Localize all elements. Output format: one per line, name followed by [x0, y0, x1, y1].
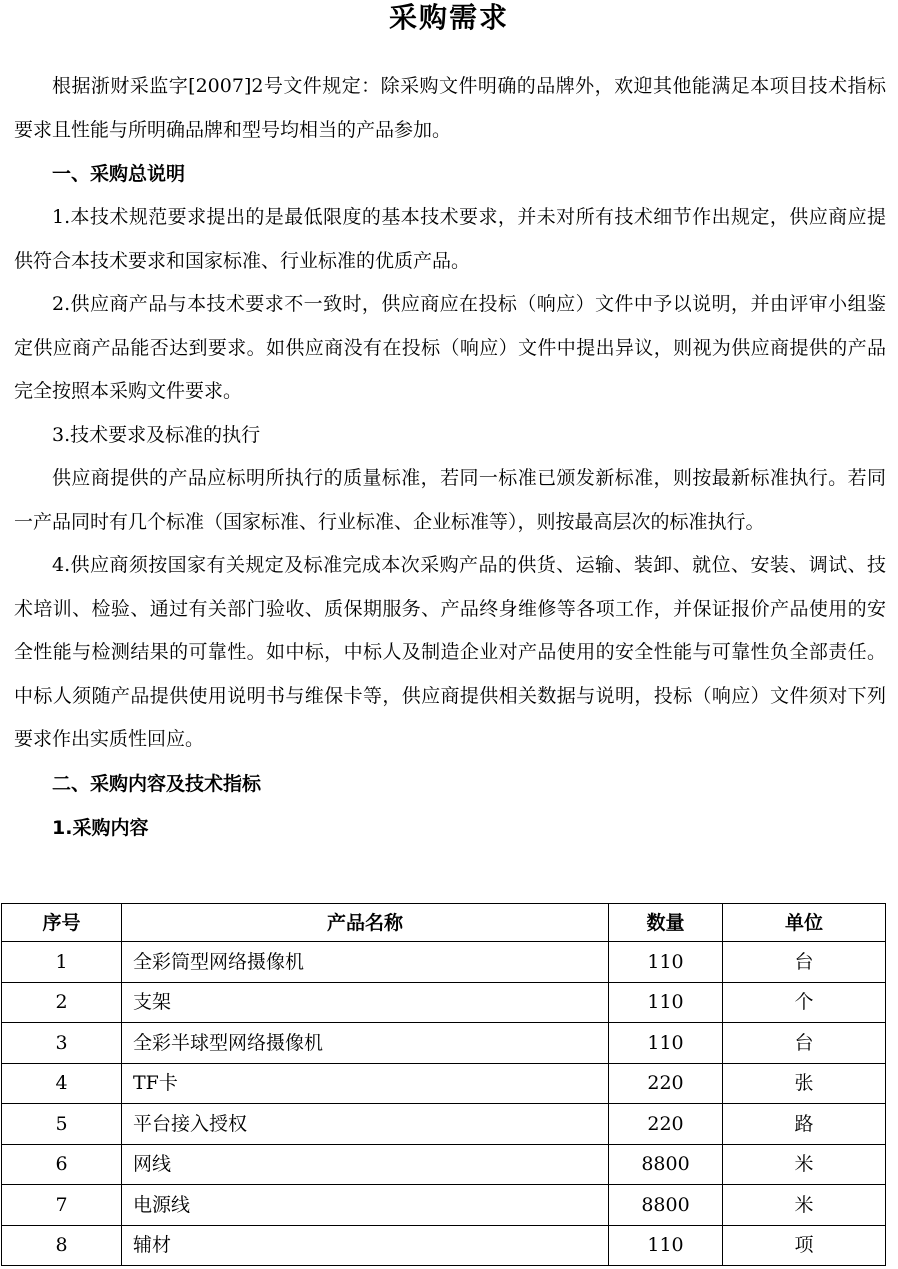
table-row	[2, 1104, 886, 1145]
subsection-heading-purchase: 1.采购内容	[52, 816, 149, 839]
cell-unit: 米	[723, 1185, 886, 1226]
table-row	[2, 1225, 886, 1266]
cell-qty: 8800	[609, 1185, 723, 1226]
cell-no: 3	[2, 1023, 122, 1064]
cell-name: 全彩半球型网络摄像机	[122, 1023, 609, 1064]
cell-unit: 张	[723, 1063, 886, 1104]
cell-qty: 110	[609, 1225, 723, 1266]
cell-unit: 个	[723, 982, 886, 1023]
header-name: 产品名称	[122, 904, 609, 942]
cell-unit: 台	[723, 942, 886, 983]
cell-qty: 220	[609, 1063, 723, 1104]
cell-qty: 110	[609, 942, 723, 983]
document-body	[14, 65, 886, 850]
cell-no: 5	[2, 1104, 122, 1145]
cell-no: 1	[2, 942, 122, 983]
cell-name: 平台接入授权	[122, 1104, 609, 1145]
cell-no: 6	[2, 1144, 122, 1185]
cell-no: 4	[2, 1063, 122, 1104]
table-row	[2, 1063, 886, 1104]
section-heading-content: 二、采购内容及技术指标	[52, 772, 262, 795]
paragraph-item-4: 4.供应商须按国家有关规定及标准完成本次采购产品的供货、运输、装卸、就位、安装、调试、技术培训、检验、通过有关部门验收、质保期服务、产品终身维修等各项工作，并保证报价产品使用的安全性能与检测结果的可靠性。如中标，中标人及制造企业对产品使用的安全性能与可靠性负全部责任。中标人须随产品提供使用说明书与维保卡等，供应商提供相关数据与说明，投标（响应）文件须对下列要求作出实质性回应。	[14, 554, 886, 750]
cell-name: 网线	[122, 1144, 609, 1185]
cell-name: 辅材	[122, 1225, 609, 1266]
cell-no: 7	[2, 1185, 122, 1226]
cell-unit: 米	[723, 1144, 886, 1185]
cell-qty: 110	[609, 1023, 723, 1064]
purchase-table	[1, 903, 886, 1266]
paragraph-item-1: 1.本技术规范要求提出的是最低限度的基本技术要求，并未对所有技术细节作出规定，供应商应提供符合本技术要求和国家标准、行业标准的优质产品。	[14, 206, 886, 272]
cell-qty: 110	[609, 982, 723, 1023]
table-row	[2, 1185, 886, 1226]
table-header-row	[2, 904, 886, 942]
cell-name: 支架	[122, 982, 609, 1023]
header-no: 序号	[2, 904, 122, 942]
cell-no: 8	[2, 1225, 122, 1266]
cell-qty: 8800	[609, 1144, 723, 1185]
cell-qty: 220	[609, 1104, 723, 1145]
section-heading-general: 一、采购总说明	[52, 163, 186, 185]
cell-no: 2	[2, 982, 122, 1023]
cell-unit: 路	[723, 1104, 886, 1145]
cell-unit: 台	[723, 1023, 886, 1064]
cell-name: 全彩筒型网络摄像机	[122, 942, 609, 983]
cell-unit: 项	[723, 1225, 886, 1266]
cell-name: TF卡	[122, 1063, 609, 1104]
paragraph-standards: 供应商提供的产品应标明所执行的质量标准，若同一标准已颁发新标准，则按最新标准执行。若同一产品同时有几个标准（国家标准、行业标准、企业标准等），则按最高层次的标准执行。	[14, 467, 886, 533]
header-qty: 数量	[609, 904, 723, 942]
page-title: 采购需求	[388, 1, 509, 34]
purchase-table-wrapper	[1, 903, 885, 1266]
paragraph-item-2: 2.供应商产品与本技术要求不一致时，供应商应在投标（响应）文件中予以说明，并由评审小组鉴定供应商产品能否达到要求。如供应商没有在投标（响应）文件中提出异议，则视为供应商提供的产品完全按照本采购文件要求。	[14, 293, 886, 402]
table-row	[2, 982, 886, 1023]
paragraph-item-3: 3.技术要求及标准的执行	[52, 423, 261, 446]
cell-name: 电源线	[122, 1185, 609, 1226]
table-row	[2, 1023, 886, 1064]
intro-paragraph: 根据浙财采监字[2007]2号文件规定：除采购文件明确的品牌外，欢迎其他能满足本项目技术指标要求且性能与所明确品牌和型号均相当的产品参加。	[14, 75, 886, 141]
table-row	[2, 1144, 886, 1185]
header-unit: 单位	[723, 904, 886, 942]
table-row	[2, 942, 886, 983]
